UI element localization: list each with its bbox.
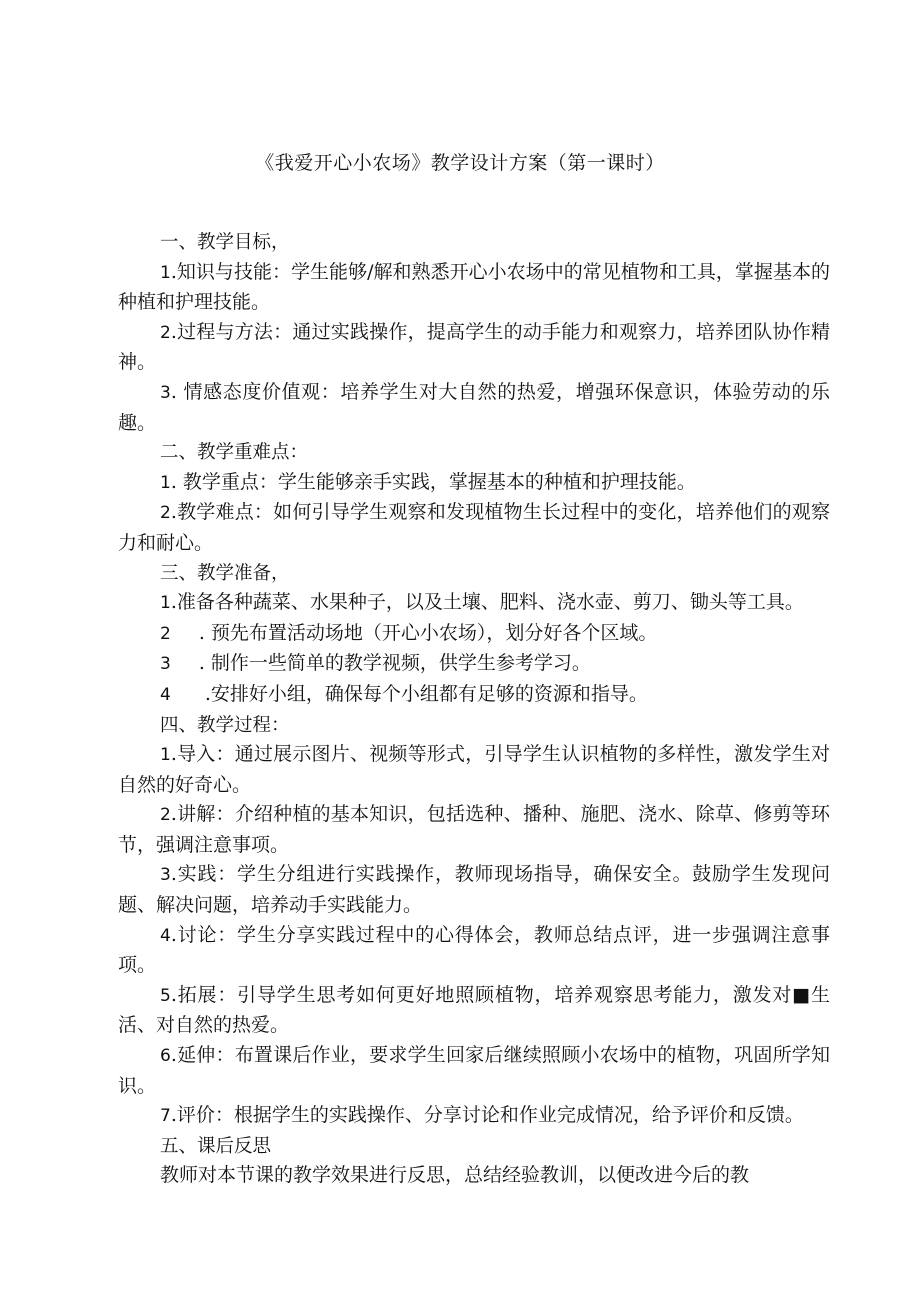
section-heading-objectives: 一、教学目标， — [160, 232, 290, 253]
item-number: 6 — [160, 1046, 171, 1067]
item-number: 1 — [160, 593, 171, 614]
document-title: 《我爱开心小农场》教学设计方案（第一课时） — [255, 152, 665, 174]
item-number: 5 — [160, 985, 171, 1006]
list-item — [118, 921, 830, 981]
item-number: 7 — [160, 1106, 171, 1127]
list-item — [118, 680, 830, 711]
item-text: .实践：学生分组进行实践操作，教师现场指导，确保安全。鼓励学生发现问题、解决问题，培养动手实践能力。 — [118, 863, 830, 917]
section-heading-reflection: 五、课后反思 — [160, 1135, 272, 1157]
list-item — [118, 1041, 830, 1101]
item-text: .过程与方法：通过实践操作，提高学生的动手能力和观察力，培养团队协作精神。 — [118, 320, 830, 374]
list-item — [118, 318, 830, 378]
item-number: 3 — [160, 382, 171, 403]
item-number: 1 — [160, 262, 171, 283]
item-text: .导入：通过展示图片、视频等形式，引导学生认识植物的多样性，激发学生对自然的好奇心。 — [118, 743, 830, 796]
item-text: .知识与技能：学生能够/解和熟悉开心小农场中的常见植物和工具，掌握基本的种植和护理技能。 — [118, 260, 830, 314]
item-text: . 教学重点：学生能够亲手实践，掌握基本的种植和护理技能。 — [170, 470, 696, 493]
item-number: 2 — [160, 805, 171, 826]
list-item — [118, 860, 830, 920]
list-item — [118, 378, 830, 438]
item-text: .教学难点：如何引导学生观察和发现植物生长过程中的变化，培养他们的观察力和耐心。 — [118, 501, 830, 554]
list-item — [118, 740, 830, 800]
reflection-paragraph: 教师对本节课的教学效果进行反思，总结经验教训，以便改进今后的教 — [160, 1164, 750, 1187]
list-item — [118, 1101, 830, 1132]
list-item — [118, 588, 830, 619]
item-text: .讨论：学生分享实践过程中的心得体会，教师总结点评，进一步强调注意事项。 — [118, 923, 830, 977]
section-heading-process: 四、教学过程： — [160, 714, 290, 736]
list-item — [118, 258, 830, 318]
item-text: . 制作一些简单的教学视频，供学生参考学习。 — [198, 652, 591, 675]
list-item — [118, 498, 830, 558]
section-heading-key-points: 二、教学重难点： — [160, 442, 309, 464]
item-number: 2 — [160, 503, 171, 524]
list-item — [118, 649, 830, 680]
item-text: .延伸：布置课后作业，要求学生回家后继续照顾小农场中的植物，巩固所学知识。 — [118, 1044, 830, 1097]
item-number: 4 — [160, 925, 171, 946]
item-text: .评价：根据学生的实践操作、分享讨论和作业完成情况，给予评价和反馈。 — [170, 1104, 804, 1127]
list-item — [118, 800, 830, 860]
list-item — [118, 468, 830, 499]
item-number: 3 — [160, 865, 171, 886]
section-heading-preparation: 三、教学准备， — [160, 562, 290, 584]
item-text: . 情感态度价值观：培养学生对大自然的热爱，增强环保意识，体验劳动的乐趣。 — [118, 380, 830, 434]
document-body — [118, 228, 830, 1191]
item-number: 1 — [160, 472, 171, 493]
item-number: 2 — [160, 322, 171, 343]
item-number: 4 — [160, 684, 171, 705]
item-text: .准备各种蔬菜、水果种子，以及土壤、肥料、浇水壶、剪刀、锄头等工具。 — [170, 591, 804, 614]
item-text: .拓展：引导学生思考如何更好地照顾植物，培养观察思考能力，激发对■生活、对自然的热爱。 — [118, 983, 830, 1037]
item-text: . 预先布置活动场地（开心小农场），划分好各个区域。 — [198, 621, 658, 644]
item-number: 2 — [160, 623, 171, 644]
list-item — [118, 619, 830, 650]
item-number: 3 — [160, 654, 171, 675]
item-text: .安排好小组，确保每个小组都有足够的资源和指导。 — [204, 682, 648, 705]
item-text: .讲解：介绍种植的基本知识，包括选种、播种、施肥、浇水、除草、修剪等环节，强调注意事项。 — [118, 803, 830, 856]
item-number: 1 — [160, 745, 171, 766]
list-item — [118, 981, 830, 1041]
